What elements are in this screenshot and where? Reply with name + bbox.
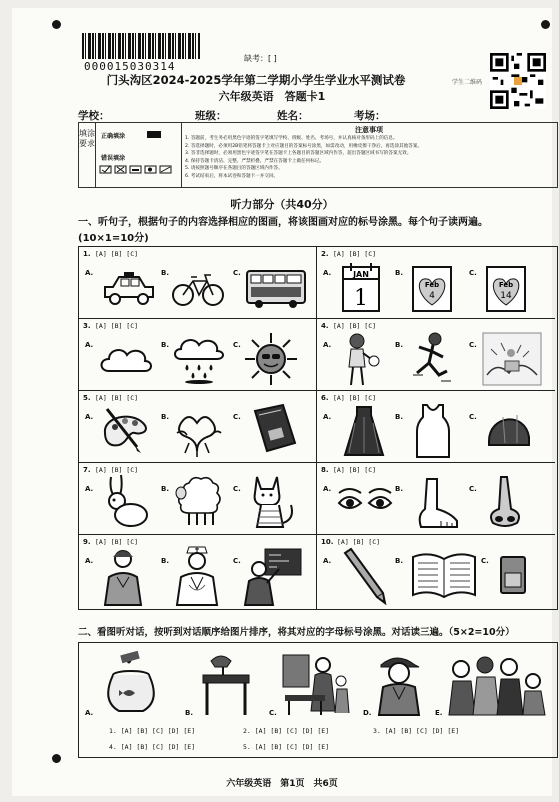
answer-bubbles[interactable]: [A] [B] [C]	[333, 250, 377, 258]
woman-worker-icon	[97, 547, 149, 607]
option-b-label: B.	[161, 557, 169, 565]
item-5	[79, 391, 317, 463]
calendar-day-text: 14	[500, 291, 512, 301]
sun-icon	[243, 331, 299, 387]
picture-choice-grid	[78, 246, 558, 610]
note-line: 5. 请按照题号顺序在各题目的答题区域内作答。	[185, 166, 283, 172]
sheet-subtitle: 六年级英语 答题卡1	[218, 90, 326, 103]
option-b-label: B.	[395, 341, 403, 349]
fill-requirements-label: 填涂要求	[79, 123, 96, 187]
option-c-label: C.	[233, 269, 241, 277]
exam-title: 门头沟区2024-2025学年第二学期小学生学业水平测试卷	[106, 73, 406, 87]
wrong-fill-label: 错误填涂	[101, 155, 126, 162]
picture-d-label: D.	[363, 709, 372, 717]
answer-number: 5.	[243, 743, 251, 751]
item-7	[79, 463, 317, 535]
answer-number: 4.	[109, 743, 117, 751]
car-icon	[99, 267, 157, 311]
item-number: 2.	[321, 250, 329, 258]
picture-b-label: B.	[185, 709, 193, 717]
option-c-label: C.	[233, 413, 241, 421]
answer-row-1[interactable]	[109, 727, 195, 735]
foot-icon	[411, 475, 461, 531]
family-group-icon	[445, 651, 551, 717]
answer-bubbles[interactable]: [A] [B] [C]	[337, 538, 381, 546]
pencil-icon	[339, 547, 387, 605]
answer-bubbles[interactable]: [A] [B] [C] [D] [E]	[120, 743, 196, 751]
option-b-label: B.	[161, 341, 169, 349]
option-c-label: C.	[233, 557, 241, 565]
item-number: 9.	[83, 538, 91, 546]
fill-examples	[95, 123, 182, 187]
answer-number: 1.	[109, 727, 117, 735]
calendar-jan-icon	[339, 261, 383, 315]
calendar-month-text: Feb	[424, 281, 440, 289]
option-c-label: C.	[469, 413, 477, 421]
note-line: 6. 考试结束后，将本试卷和答题卡一并交回。	[185, 173, 279, 179]
barcode-number: 000015030314	[84, 60, 176, 73]
calendar-day-text: 4	[429, 291, 435, 301]
family-dinner-icon	[279, 651, 351, 719]
instructions-box	[78, 122, 558, 188]
answer-row-4[interactable]	[109, 743, 195, 751]
picture-a-label: A.	[85, 709, 94, 717]
teacher-icon	[243, 545, 305, 607]
note-line: 1. 答题前，考生务必用黑色字迹的签字笔填写学校、班级、姓名、考场号，并认真核对条形码上的信息。	[185, 136, 398, 141]
option-c-label: C.	[469, 341, 477, 349]
note-line: 4. 保持答题卡清洁、完整，严禁折叠、严禁在答题卡上做任何标记。	[185, 158, 325, 164]
registration-mark	[52, 754, 61, 763]
barcode	[82, 33, 200, 59]
item-4	[317, 319, 555, 391]
boy-running-icon	[409, 331, 457, 389]
answer-number: 3.	[373, 727, 381, 735]
calendar-month-text: JAN	[353, 270, 369, 279]
answer-row-3[interactable]	[373, 727, 459, 735]
option-b-label: B.	[395, 557, 403, 565]
item-number: 10.	[321, 538, 334, 546]
item-number: 4.	[321, 322, 329, 330]
nurse-icon	[171, 545, 223, 607]
option-b-label: B.	[395, 413, 403, 421]
calendar-feb-4-icon	[409, 261, 455, 315]
name-field[interactable]: 姓名：	[277, 108, 359, 123]
item-8	[317, 463, 555, 535]
answer-bubbles[interactable]: [A] [B] [C]	[333, 394, 377, 402]
item-number: 1.	[83, 250, 91, 258]
option-b-label: B.	[161, 269, 169, 277]
option-c-label: C.	[469, 269, 477, 277]
note-line: 3. 答非选择题时，必须用黑色字迹签字笔在答题卡上各题目的答题区域内作答，超出答题区域书写的答案无效。	[185, 151, 412, 157]
wrong-fill-samples	[99, 165, 177, 175]
option-a-label: A.	[323, 269, 332, 277]
item-number: 5.	[83, 394, 91, 402]
bus-icon	[243, 265, 309, 311]
item-9	[79, 535, 317, 609]
garden-scene-icon	[481, 331, 543, 387]
ordering-box	[78, 642, 558, 758]
option-a-label: A.	[85, 413, 94, 421]
option-a-label: A.	[323, 413, 332, 421]
cap-icon	[483, 405, 535, 455]
qr-code-icon	[490, 53, 546, 109]
calendar-feb-14-icon	[483, 261, 529, 315]
option-b-label: B.	[161, 413, 169, 421]
class-field[interactable]: 班级：	[195, 108, 277, 123]
qr-hint: 学生二维码	[452, 79, 483, 86]
option-a-label: A.	[323, 341, 332, 349]
answer-row-2[interactable]	[243, 727, 329, 735]
answer-bubbles[interactable]: [A] [B] [C]	[95, 394, 139, 402]
picture-c-label: C.	[269, 709, 277, 717]
question-1-heading: 一、听句子，根据句子的内容选择相应的图画，将该图画对应的标号涂黑。每个句子读两遍。	[78, 217, 488, 228]
correct-fill-sample	[147, 131, 161, 138]
boy-with-cap-icon	[373, 651, 423, 717]
option-a-label: A.	[85, 341, 94, 349]
answer-bubbles[interactable]: [A] [B] [C]	[333, 322, 377, 330]
rain-cloud-icon	[171, 333, 227, 385]
option-b-label: B.	[395, 269, 403, 277]
option-b-label: B.	[395, 485, 403, 493]
bicycle-icon	[171, 267, 225, 311]
question-1-score: (10×1=10分)	[78, 233, 149, 244]
eyes-icon	[337, 483, 393, 519]
absent-checkbox[interactable]: 缺考：[ ]	[244, 54, 277, 63]
answer-sheet	[12, 8, 552, 796]
option-a-label: A.	[323, 557, 332, 565]
answer-bubbles[interactable]: [A] [B] [C]	[333, 466, 377, 474]
desk-lamp-icon	[197, 653, 255, 717]
answer-number: 2.	[243, 727, 251, 735]
item-2	[317, 247, 555, 319]
answer-bubbles[interactable]: [A] [B] [C]	[95, 322, 139, 330]
answer-bubbles[interactable]: [A] [B] [C]	[95, 538, 139, 546]
item-number: 7.	[83, 466, 91, 474]
item-number: 8.	[321, 466, 329, 474]
girl-eating-icon	[339, 331, 383, 389]
palette-brush-icon	[97, 403, 155, 459]
option-a-label: A.	[85, 269, 94, 277]
correct-fill-label: 正确填涂	[101, 133, 126, 140]
notes-panel	[181, 123, 557, 187]
answer-bubbles[interactable]: [A] [B] [C] [D] [E]	[254, 727, 330, 735]
item-6	[317, 391, 555, 463]
registration-mark	[541, 20, 550, 29]
answer-bubbles[interactable]: [A] [B] [C] [D] [E]	[384, 727, 460, 735]
item-1	[79, 247, 317, 319]
option-c-label: C.	[233, 485, 241, 493]
listening-section-title: 听力部分（共40分）	[230, 198, 334, 211]
picture-e-label: E.	[435, 709, 443, 717]
option-c-label: C.	[481, 557, 489, 565]
rabbit-icon	[97, 473, 151, 531]
exam-room-field[interactable]: 考场：	[354, 108, 436, 123]
item-number: 6.	[321, 394, 329, 402]
calendar-month-text: Feb	[498, 281, 514, 289]
nose-icon	[483, 473, 527, 531]
option-c-label: C.	[233, 341, 241, 349]
item-number: 3.	[83, 322, 91, 330]
option-a-label: A.	[85, 485, 94, 493]
chinese-knot-icon	[171, 403, 227, 459]
note-line: 2. 答选择题时，必须用2B铅笔将答题卡上对应题目的答案标号涂黑，如需改动，用橡皮擦干净后，再选涂其他答案。	[185, 143, 423, 149]
notes-title: 注意事项	[355, 126, 383, 134]
vest-icon	[411, 401, 455, 461]
cloud-icon	[97, 337, 155, 381]
skirt-icon	[341, 403, 387, 461]
open-book-icon	[409, 549, 479, 601]
item-10	[317, 535, 555, 609]
cat-icon	[243, 473, 299, 531]
page-footer: 六年级英语 第1页 共6页	[226, 779, 338, 789]
registration-mark	[52, 20, 61, 29]
book-icon	[245, 401, 301, 459]
answer-bubbles[interactable]: [A] [B] [C]	[95, 250, 139, 258]
answer-bubbles[interactable]: [A] [B] [C] [D] [E]	[120, 727, 196, 735]
answer-row-5[interactable]	[243, 743, 329, 751]
item-3	[79, 319, 317, 391]
calendar-day-text: 1	[354, 286, 368, 311]
fishbowl-icon	[99, 651, 163, 717]
option-b-label: B.	[161, 485, 169, 493]
option-a-label: A.	[323, 485, 332, 493]
part-2-heading: 二、看图听对话，按听到对话顺序给图片排序，将其对应的字母标号涂黑。对话读三遍。（5×2=10分）	[78, 627, 515, 638]
answer-bubbles[interactable]: [A] [B] [C]	[95, 466, 139, 474]
eraser-icon	[493, 551, 533, 599]
sheep-icon	[171, 475, 227, 529]
option-c-label: C.	[469, 485, 477, 493]
answer-bubbles[interactable]: [A] [B] [C] [D] [E]	[254, 743, 330, 751]
option-a-label: A.	[85, 557, 94, 565]
school-field[interactable]: 学校：	[78, 108, 200, 123]
